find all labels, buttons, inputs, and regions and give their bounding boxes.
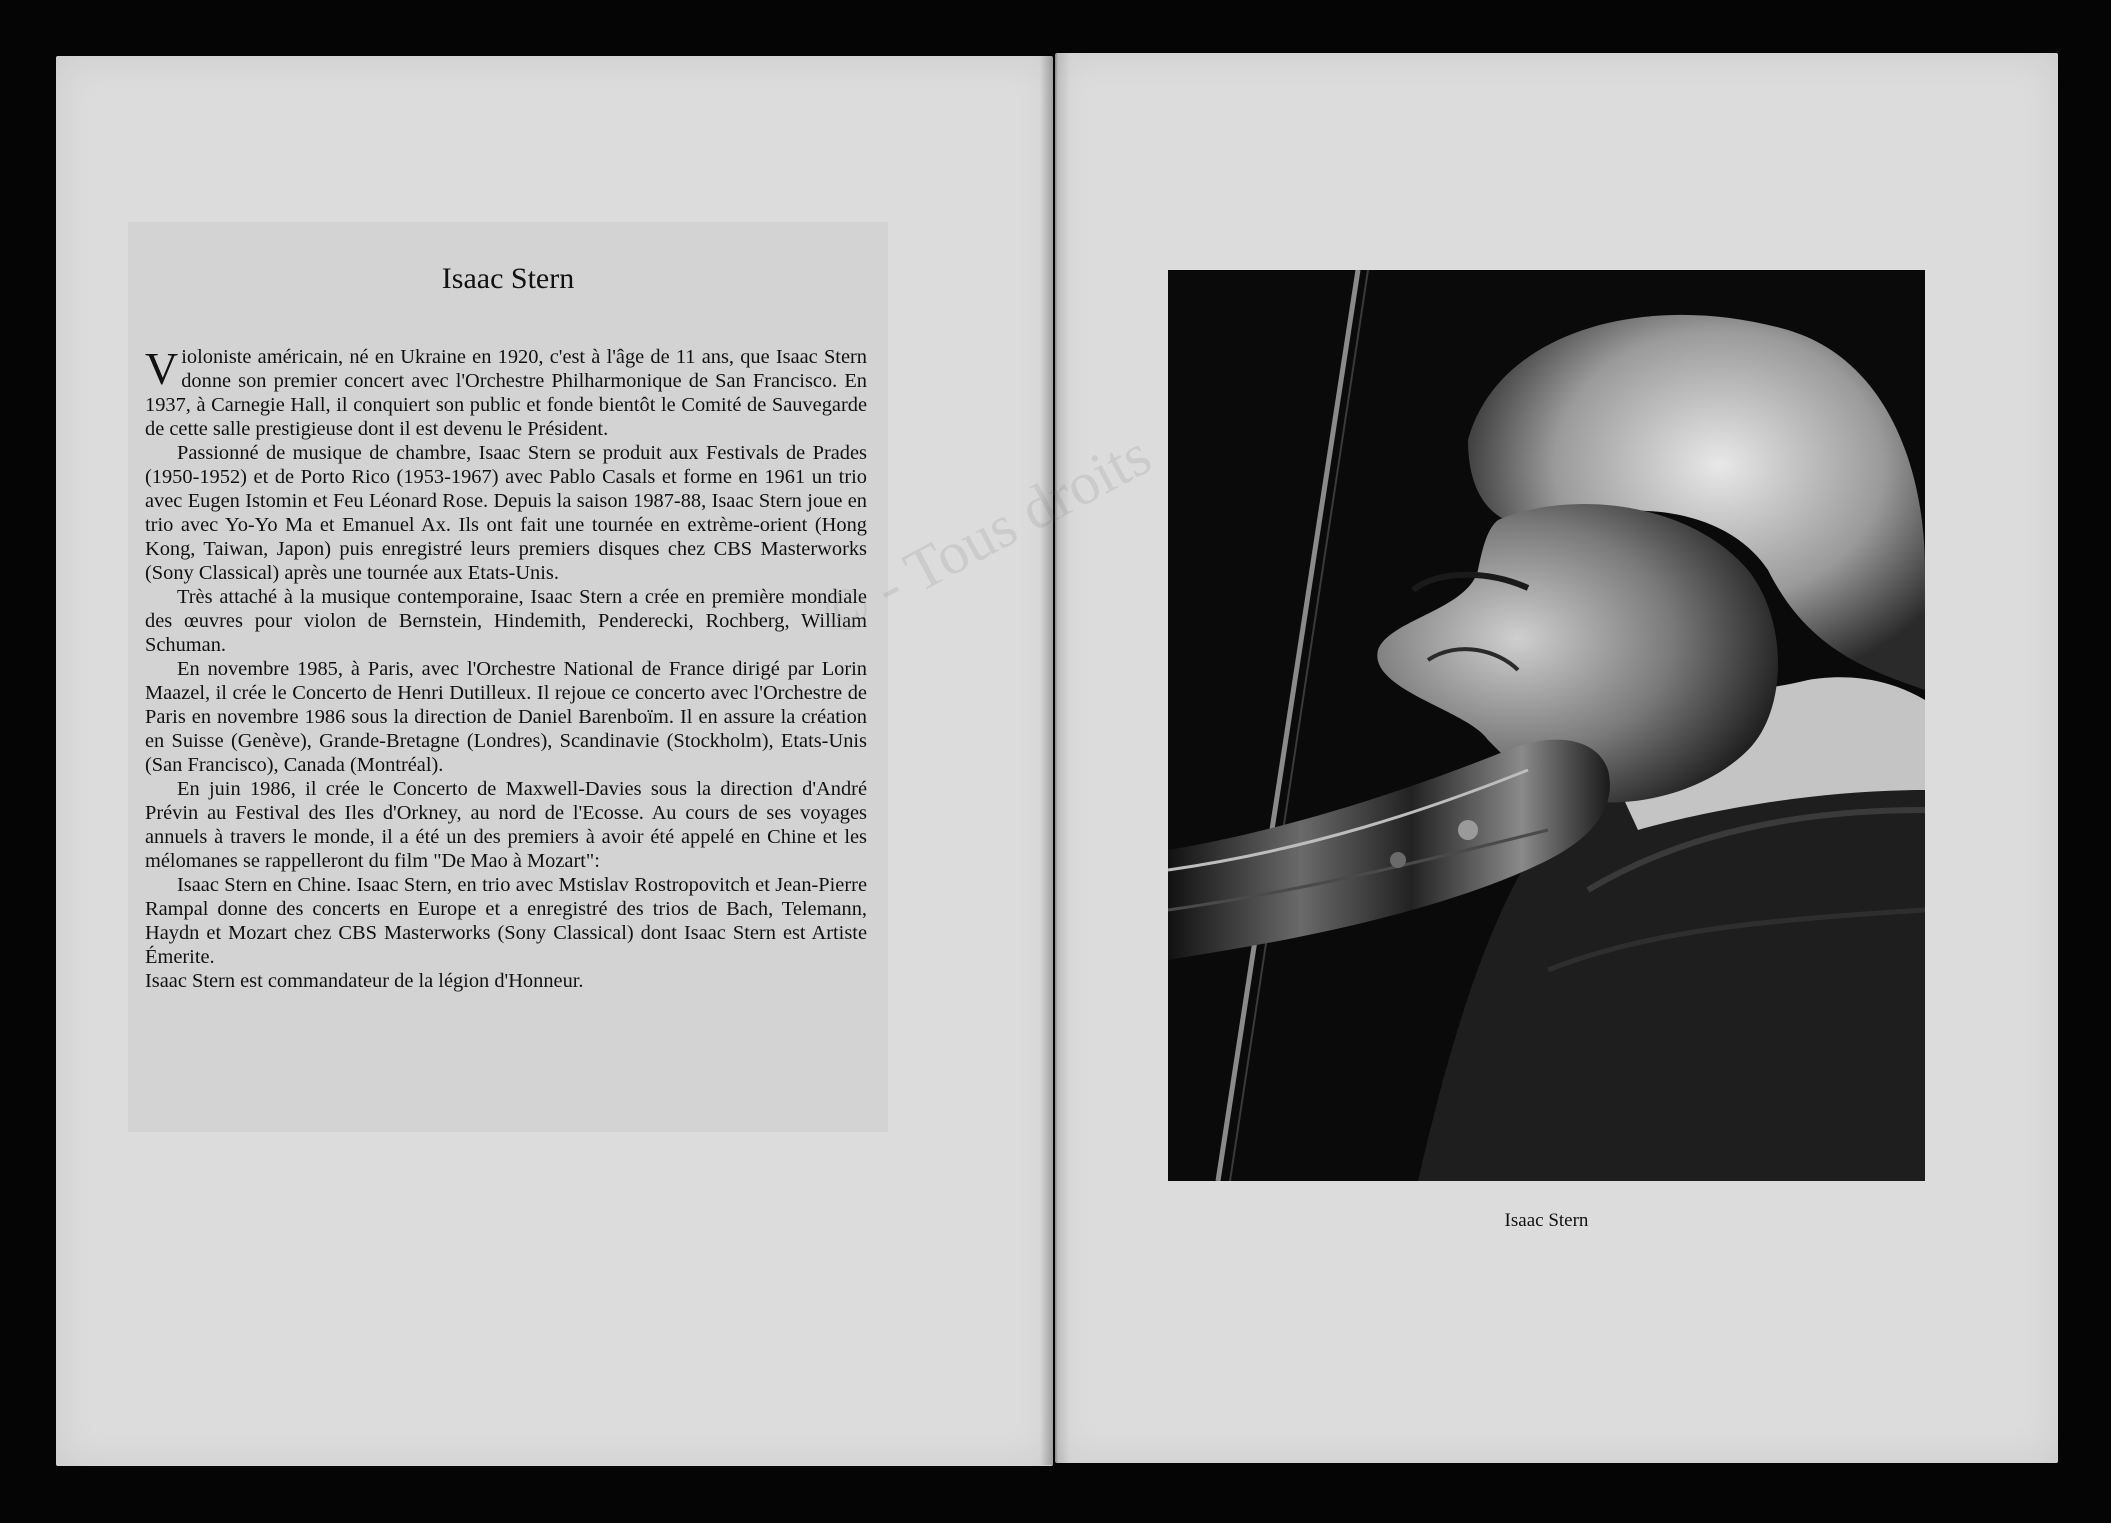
paragraph-1-text: ioloniste américain, né en Ukraine en 1920, c'est à l'âge de 11 ans, que Isaac Stern donne son premier concert avec l'Orchestre Philharmonique de San Francisco. En 1937, à Carnegie Hall, il conquiert son public et fonde bientôt le Comité de Sauvegarde de cette salle prestigieuse dont il est devenu le Président. (145, 346, 867, 440)
page-title: Isaac Stern (441, 262, 575, 295)
book-spine (1040, 53, 1070, 1465)
paragraph-4: En novembre 1985, à Paris, avec l'Orchestre National de France dirigé par Lorin Maazel, il crée le Concerto de Henri Dutilleux. Il rejoue ce concerto avec l'Orchestre de Paris en novembre 1986 sous la direction de Daniel Barenboïm. Il en assure la création en Suisse (Genève), Grande-Bretagne (Londres), Scandinavie (Stockholm), Etats-Unis (San Francisco), Canada (Montréal). (145, 658, 867, 776)
portrait-illustration (1168, 270, 1925, 1181)
paragraph-2: Passionné de musique de chambre, Isaac Stern se produit aux Festivals de Prades (1950-1952) et de Porto Rico (1953-1967) avec Pablo Casals et forme en 1961 un trio avec Eugen Istomin et Feu Léonard Rose. Depuis la saison 1987-88, Isaac Stern joue en trio avec Yo-Yo Ma et Emanuel Ax. Ils ont fait une tournée en extrème-orient (Hong Kong, Taiwan, Japon) puis enregistré leurs premiers disques chez CBS Masterworks (Sony Classical) après une tournée aux Etats-Unis. (145, 442, 867, 584)
drop-cap: V (145, 343, 179, 394)
paragraph-6: Isaac Stern en Chine. Isaac Stern, en trio avec Mstislav Rostropovitch et Jean-Pierre Rampal donne des concerts en Europe et a enregistré des trios de Bach, Telemann, Haydn et Mozart chez CBS Masterworks (Sony Classical) dont Isaac Stern est Artiste Émerite. (145, 874, 867, 968)
violinist-portrait-photo (1168, 270, 1925, 1181)
biography-text (145, 345, 867, 993)
paragraph-3: Très attaché à la musique contemporaine, Isaac Stern a crée en première mondiale des œuvres pour violon de Bernstein, Hindemith, Penderecki, Rochberg, William Schuman. (145, 586, 867, 656)
paragraph-1 (145, 345, 867, 441)
paragraph-7: Isaac Stern est commandateur de la légion d'Honneur. (145, 970, 584, 992)
photo-caption: Isaac Stern (1504, 1210, 1589, 1231)
paragraph-5: En juin 1986, il crée le Concerto de Maxwell-Davies sous la direction d'André Prévin au Festival des Iles d'Orkney, au nord de l'Ecosse. Au cours de ses voyages annuels à travers le monde, il a été un des premiers à avoir été appelé en Chine et les mélomanes se rappelleront du film "De Mao à Mozart": (145, 778, 867, 872)
